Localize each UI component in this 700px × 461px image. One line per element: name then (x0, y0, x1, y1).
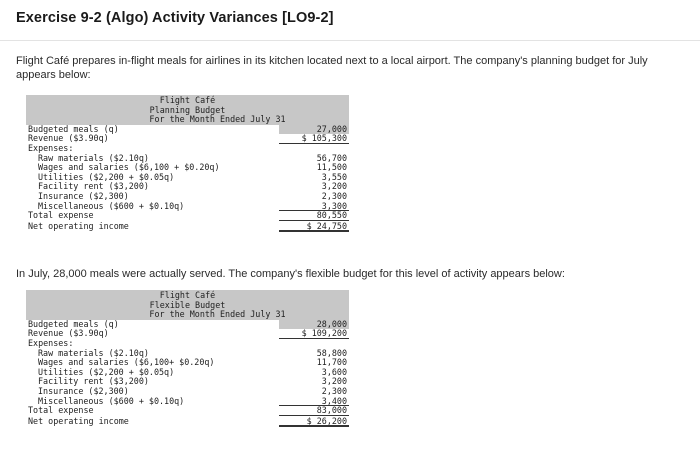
planning-budget-period: For the Month Ended July 31 (149, 114, 286, 125)
row-label: Expenses: (28, 337, 74, 348)
planning-budget-table (26, 95, 349, 232)
row-label: Miscellaneous ($600 + $0.10q) (38, 200, 185, 211)
row-amount: 58,800 (316, 347, 347, 358)
planning-company-name: Flight Café (159, 95, 216, 105)
row-label: Total expense (28, 405, 94, 416)
row-amount: 11,500 (316, 162, 347, 173)
table-row (26, 406, 349, 416)
row-amount: $ 24,750 (306, 220, 347, 231)
flexible-budget-table (26, 290, 349, 427)
row-label: Miscellaneous ($600 + $0.10q) (38, 395, 185, 406)
row-label: Insurance ($2,300) (38, 190, 129, 201)
row-amount: 80,550 (316, 210, 347, 221)
row-amount: $ 26,200 (306, 415, 347, 426)
row-amount: 3,550 (321, 171, 347, 182)
row-label: Net operating income (28, 415, 129, 426)
row-amount: 3,200 (321, 181, 347, 192)
row-label: Utilities ($2,200 + $0.05q) (38, 171, 175, 182)
flexible-company-name: Flight Café (159, 290, 216, 300)
row-amount: 2,300 (321, 385, 347, 396)
table-row (26, 329, 349, 339)
row-label: Total expense (28, 210, 94, 221)
table-row (26, 211, 349, 221)
row-amount: 2,300 (321, 190, 347, 201)
planning-budget-name: Planning Budget (149, 104, 226, 115)
row-label: Insurance ($2,300) (38, 385, 129, 396)
table-row (26, 221, 349, 232)
row-label: Wages and salaries ($6,100+ $0.20q) (38, 357, 215, 368)
row-amount: 3,400 (321, 395, 347, 406)
row-amount: 11,700 (316, 357, 347, 368)
row-label: Wages and salaries ($6,100 + $0.20q) (38, 162, 220, 173)
row-label: Expenses: (28, 142, 74, 153)
planning-budget-header (26, 95, 349, 125)
flexible-budget-period: For the Month Ended July 31 (149, 309, 286, 320)
row-amount: 28,000 (316, 318, 347, 329)
row-label: Budgeted meals (q) (28, 123, 119, 134)
flexible-budget-name: Flexible Budget (149, 299, 226, 310)
title-divider (0, 40, 700, 41)
row-label: Raw materials ($2.10q) (38, 152, 149, 163)
intro-paragraph: Flight Café prepares in-flight meals for airlines in its kitchen located next to a local airport. The company's planning budget for July appears below: (16, 55, 648, 81)
flexible-budget-header (26, 290, 349, 320)
row-amount: 3,600 (321, 366, 347, 377)
row-amount: 27,000 (316, 123, 347, 134)
row-amount: 3,300 (321, 200, 347, 211)
row-amount: 56,700 (316, 152, 347, 163)
table-row (26, 134, 349, 144)
row-amount: $ 109,200 (301, 328, 347, 339)
table-row (26, 416, 349, 427)
row-amount: 3,200 (321, 376, 347, 387)
row-label: Facility rent ($3,200) (38, 181, 149, 192)
row-label: Facility rent ($3,200) (38, 376, 149, 387)
row-label: Net operating income (28, 220, 129, 231)
row-amount: $ 105,300 (301, 133, 347, 144)
row-label: Revenue ($3.90q) (28, 133, 109, 144)
page-title: Exercise 9-2 (Algo) Activity Variances [LO9-2] (16, 10, 334, 26)
row-label: Utilities ($2,200 + $0.05q) (38, 366, 175, 377)
row-label: Budgeted meals (q) (28, 318, 119, 329)
row-amount: 83,000 (316, 405, 347, 416)
row-label: Raw materials ($2.10q) (38, 347, 149, 358)
middle-paragraph: In July, 28,000 meals were actually served. The company's flexible budget for this level of activity appears below: (16, 268, 565, 280)
row-label: Revenue ($3.90q) (28, 328, 109, 339)
